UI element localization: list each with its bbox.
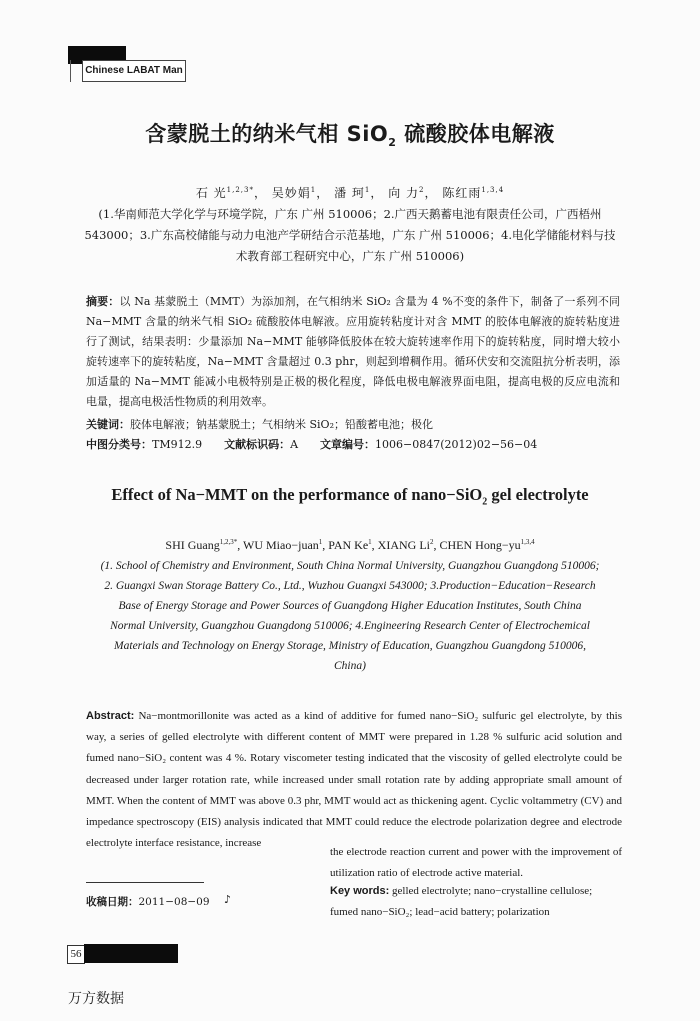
cn-classification: 中图分类号：TM912.9 文献标识码：A 文章编号：1006−0847(2012)02−56−04	[86, 438, 538, 451]
cn-keywords: 关键词：胶体电解液；钠基蒙脱土；气相纳米 SiO₂；铅酸蓄电池；极化	[86, 418, 433, 431]
en-authors: SHI Guang$^{1,2,3*}$, WU Miao−juan$^1$, PAN Ke$^1$, XIANG Li$^2$, CHEN Hong−yu$^{1,3,4}$	[165, 538, 535, 552]
cn-author: 向 力	[388, 186, 420, 200]
watermark-text: 万方数据	[68, 991, 124, 1007]
en-author: SHI Guang	[165, 538, 220, 552]
cn-author: 石 光	[195, 186, 227, 200]
journal-name: Chinese LABAT Man	[82, 60, 186, 82]
cn-affiliation: (1.华南师范大学化学与环境学院，广东 广州 510006；2.广西天鹅蓄电池有限责任公司，广西梧州 543000；3.广东高校储能与动力电池产学研结合示范基地，广东 广州 510006；4.电化学储能材料与技术教育部工程研究中心，广东 广州 510006)	[84, 207, 616, 263]
cn-author: 吴妙娟	[271, 186, 311, 200]
cn-authors: 石 光$^{1,2,3*}$， 吴妙娟$^1$， 潘 珂$^1$， 向 力$^2$， 陈红雨$^{1,3,4}$	[195, 186, 505, 200]
en-abstract-continued: the electrode reaction current and power with the improvement of utilization ratio of electrode active material.	[330, 846, 622, 880]
en-author: PAN Ke	[328, 538, 369, 552]
cn-abstract-label: 摘要：	[86, 295, 120, 308]
en-abstract-label: Abstract:	[86, 710, 135, 722]
en-affiliation: (1. School of Chemistry and Environment, South China Normal University, Guangzhou Guangdong 510006; 2. Guangxi Swan Storage Battery Co., Ltd., Wuzhou Guangxi 543000; 3.Production−Education−Research Base of Energy Storage and Power Sources of Guangdong Higher Education Institutes, South China Normal University, Guangzhou Guangdong 510006; 4.Engineering Research Center of Electrochemical Materials and Technology on Energy Storage, Ministry of Education, Guangzhou Guangdong 510006, China)	[100, 560, 600, 672]
page-number-bar	[84, 944, 178, 963]
cn-title: 含蒙脱土的纳米气相 SiO$_2$ 硫酸胶体电解液	[145, 122, 555, 150]
footnote-mark: ♪	[224, 893, 232, 906]
en-title: Effect of Na−MMT on the performance of nano−SiO$_2$ gel electrolyte	[111, 485, 589, 508]
cn-author: 潘 珂	[334, 186, 365, 200]
cn-author: 陈红雨	[442, 186, 482, 200]
en-author: CHEN Hong−yu	[439, 538, 521, 552]
en-author: XIANG Li	[377, 538, 430, 552]
page-number: 56	[67, 945, 85, 964]
received-date: 收稿日期：2011−08−09	[86, 896, 210, 908]
footnote-rule	[86, 882, 204, 883]
en-abstract: Abstract: Na−montmorillonite was acted as a kind of additive for fumed nano−SiO₂ sulfuric gel electrolyte, by this way, a series of gelled electrolyte with different content of MMT were prepared in 1.28 % sulfuric acid solution and fumed nano−SiO₂ content was 4 %. Rotary viscometer testing indicated that the viscosity of gelled electrolyte could be decreased under larger rotation rate, while increased under small rotation rate by adding appropriate small amount of MMT. When the content of MMT was above 0.3 phr, MMT would act as thickening agent. Cyclic voltammetry (CV) and impedance spectroscopy (EIS) analysis indicated that MMT could reduce the electrode polarization degree and electrode electrolyte interface resistance, increase	[86, 710, 622, 850]
en-keywords: Key words: gelled electrolyte; nano−crystalline cellulose; fumed nano−SiO₂; lead−acid battery; polarization	[330, 885, 593, 919]
cn-abstract: 摘要：以 Na 基蒙脱土（MMT）为添加剂，在气相纳米 SiO₂ 含量为 4 %不变的条件下，制备了一系列不同 Na−MMT 含量的纳米气相 SiO₂ 硫酸胶体电解液。应用旋转粘度计对含 MMT 的胶体电解液的旋转粘度进行了测试，结果表明：少量添加 Na−MMT 能够降低胶体在较大旋转速率作用下的旋转粘度，同时增大较小旋转速率下的旋转粘度，Na−MMT 含量超过 0.3 phr，则起到增稠作用。循环伏安和交流阻抗分析表明，添加适量的 Na−MMT 能减小电极特别是正极的极化程度，降低电极电解液界面电阻，提高电极的反应电流和电量，提高电极活性物质的利用效率。	[86, 295, 620, 408]
en-author: WU Miao−juan	[243, 538, 319, 552]
